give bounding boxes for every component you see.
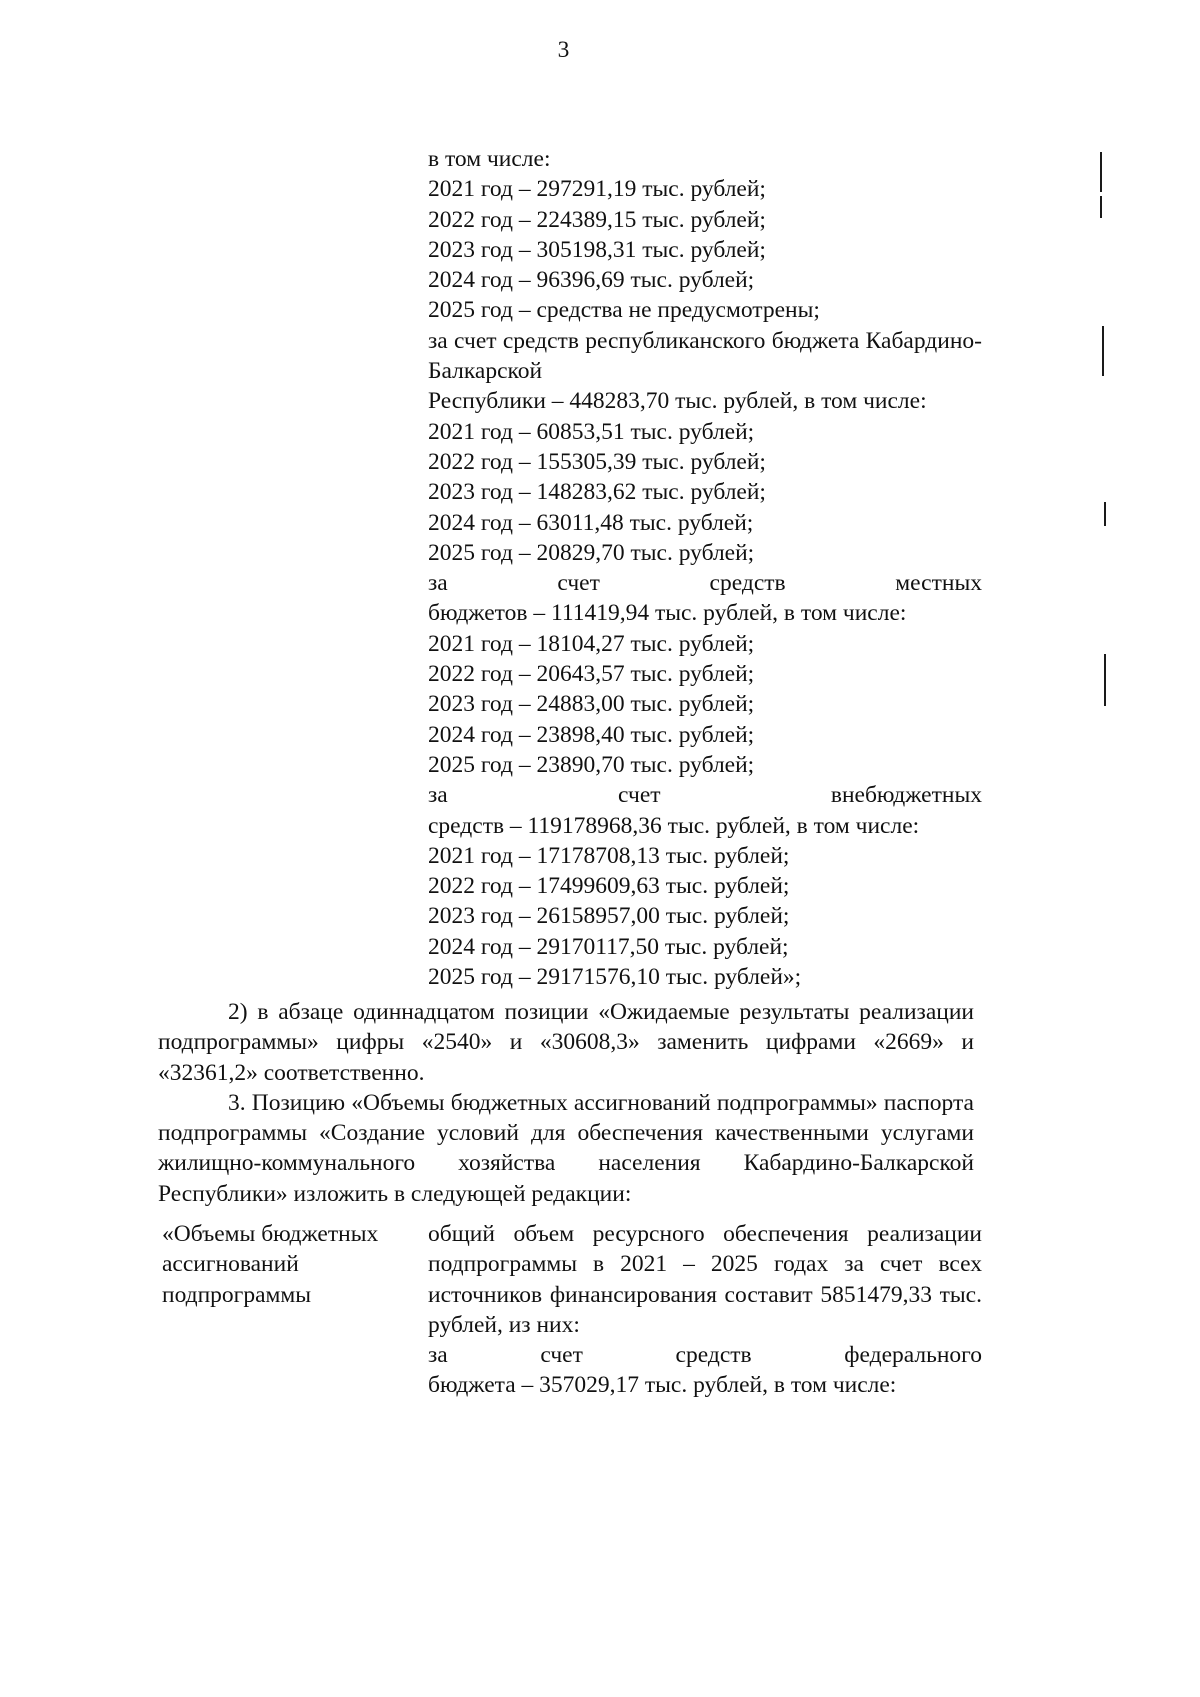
budget-line: 2022 год – 224389,15 тыс. рублей;: [428, 206, 766, 233]
budget-line: 2025 год – 29171576,10 тыс. рублей»;: [428, 964, 802, 991]
budget-line: 2025 год – средства не предусмотрены;: [428, 297, 820, 324]
margin-mark: [1102, 326, 1104, 376]
budget-line: 2023 год – 148283,62 тыс. рублей;: [428, 479, 766, 506]
federal-budget-heading: за счет средств федерального: [428, 1342, 982, 1369]
margin-mark: [1100, 152, 1102, 192]
passport-value: [428, 1219, 982, 1401]
amendment-item-2: 2) в абзаце одиннадцатом позиции «Ожидаемые результаты реализации подпрограммы» цифры «2540» и «30608,3» заменить цифрами «2669» и «32361,2» соответственно.: [158, 999, 974, 1086]
page-number: 3: [557, 37, 570, 63]
budget-line: 2024 год – 63011,48 тыс. рублей;: [428, 509, 754, 536]
budget-line: 2023 год – 305198,31 тыс. рублей;: [428, 236, 766, 263]
budget-line: 2022 год – 20643,57 тыс. рублей;: [428, 661, 755, 688]
budget-breakdown: [428, 144, 982, 992]
passport-value-intro: общий объем ресурсного обеспечения реализации подпрограммы в 2021 – 2025 годах за счет всех источников финансирования составит 5851479,33 тыс. рублей, из них:: [428, 1221, 982, 1338]
margin-mark: [1100, 196, 1102, 218]
budget-line: 2023 год – 24883,00 тыс. рублей;: [428, 691, 755, 718]
amendment-item-3: 3. Позицию «Объемы бюджетных ассигнований подпрограммы» паспорта подпрограммы «Создание условий для обеспечения качественными услугами жилищно-коммунального хозяйства населения Кабардино-Балкарской Республики» изложить в следующей редакции:: [158, 1089, 974, 1207]
passport-row: [162, 1219, 982, 1401]
budget-line: 2024 год – 96396,69 тыс. рублей;: [428, 267, 755, 294]
federal-budget-total: бюджета – 357029,17 тыс. рублей, в том числе:: [428, 1372, 897, 1399]
budget-line: средств – 119178968,36 тыс. рублей, в том числе:: [428, 812, 920, 839]
budget-line: 2023 год – 26158957,00 тыс. рублей;: [428, 903, 790, 930]
budget-line: 2025 год – 20829,70 тыс. рублей;: [428, 539, 755, 566]
budget-line: 2021 год – 60853,51 тыс. рублей;: [428, 418, 755, 445]
passport-label: «Объемы бюджетных ассигнований подпрограммы: [162, 1221, 379, 1308]
budget-line: 2021 год – 18104,27 тыс. рублей;: [428, 630, 755, 657]
budget-line: 2025 год – 23890,70 тыс. рублей;: [428, 751, 755, 778]
passport-table: [162, 1219, 982, 1401]
budget-line: в том числе:: [428, 146, 551, 172]
extrabudgetary-heading: за счет внебюджетных: [428, 782, 982, 809]
budget-line: 2021 год – 17178708,13 тыс. рублей;: [428, 842, 790, 869]
budget-line: 2024 год – 23898,40 тыс. рублей;: [428, 721, 755, 748]
budget-line: 2022 год – 155305,39 тыс. рублей;: [428, 448, 766, 475]
amendment-text: [158, 997, 974, 1209]
budget-line: 2021 год – 297291,19 тыс. рублей;: [428, 176, 766, 203]
margin-mark: [1104, 502, 1106, 526]
local-budget-heading: за счет средств местных: [428, 570, 982, 597]
budget-line: Республики – 448283,70 тыс. рублей, в том числе:: [428, 388, 927, 415]
budget-line: 2024 год – 29170117,50 тыс. рублей;: [428, 933, 789, 960]
republican-budget-heading: за счет средств республиканского бюджета Кабардино-Балкарской: [428, 327, 982, 385]
margin-mark: [1104, 654, 1106, 706]
budget-line: 2022 год – 17499609,63 тыс. рублей;: [428, 873, 790, 900]
budget-line: бюджетов – 111419,94 тыс. рублей, в том числе:: [428, 600, 907, 627]
